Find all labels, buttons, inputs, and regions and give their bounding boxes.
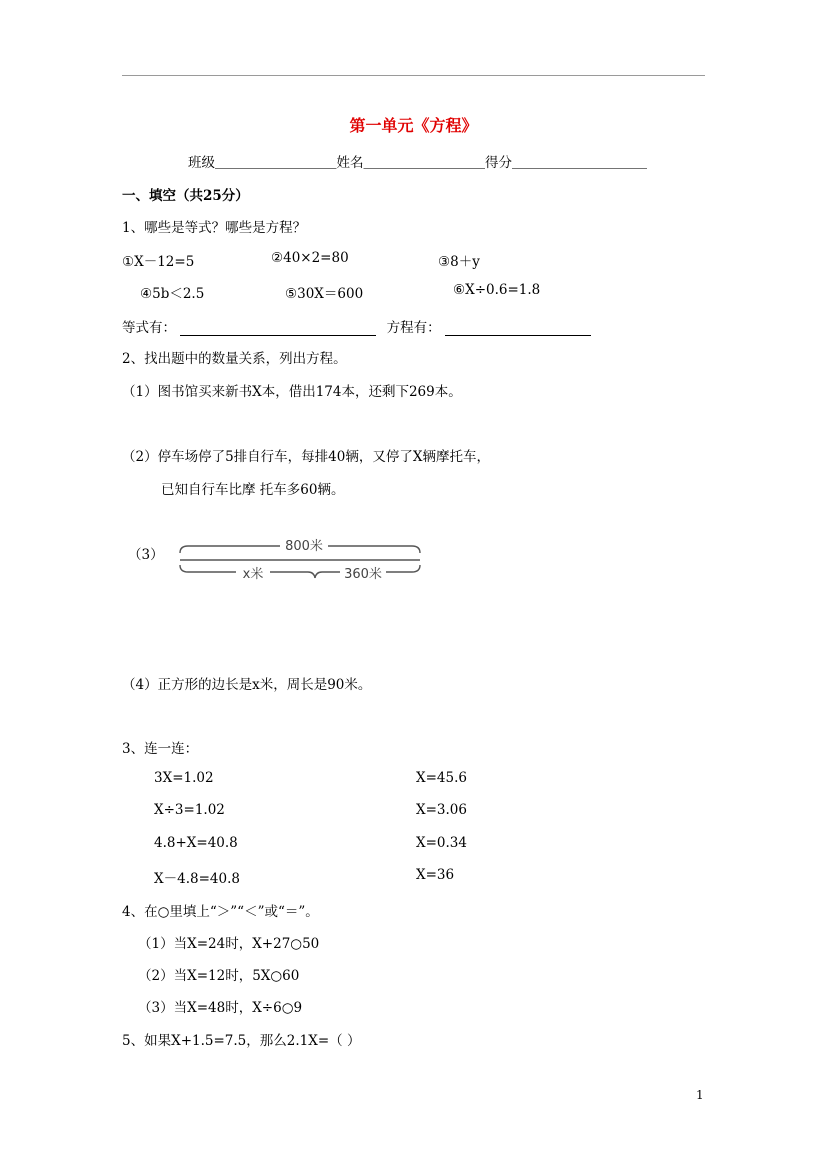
q1-item-2: ②40×2=80: [271, 250, 349, 266]
question-3: 3、连一连：: [122, 741, 199, 757]
equations-label: 等式有：: [122, 320, 176, 336]
match-right-3[interactable]: Χ=0.34: [416, 835, 467, 851]
q2-part-3-label: （3）: [128, 547, 164, 563]
question-2: 2、找出题中的数量关系，列出方程。: [122, 351, 347, 367]
q1-item-6: ⑥Χ÷0.6=1.8: [453, 282, 541, 298]
question-1: 1、哪些是等式？哪些是方程？: [122, 220, 307, 236]
q1-item-3: ③8＋y: [438, 254, 480, 270]
diagram-x-label: x米: [242, 567, 264, 582]
formulas-label: 方程有：: [386, 320, 441, 336]
section-fill-blank: 一、填空（共25分）: [122, 188, 249, 204]
match-right-2[interactable]: Χ=3.06: [416, 802, 467, 818]
match-left-2[interactable]: Χ÷3=1.02: [154, 802, 225, 818]
diagram-total-label: 800米: [285, 539, 323, 554]
student-info-line: 班级＿＿＿＿＿＿＿＿＿姓名＿＿＿＿＿＿＿＿＿得分＿＿＿＿＿＿＿＿＿＿: [188, 155, 647, 171]
q1-item-5: ⑤30Χ＝600: [285, 286, 364, 302]
q4-item-2: （2）当Χ=12时，5Χ○60: [138, 968, 300, 984]
match-right-4[interactable]: Χ=36: [416, 867, 455, 883]
match-left-1[interactable]: 3Χ=1.02: [154, 770, 214, 786]
match-left-3[interactable]: 4.8+Χ=40.8: [154, 835, 238, 851]
q1-item-1: ①Χ－12=5: [122, 254, 195, 270]
q2-part-1: （1）图书馆买来新书Χ本，借出174本，还剩下269本。: [122, 384, 462, 400]
q2-part-2-line-1: （2）停车场停了5排自行车，每排40辆，又停了Χ辆摩托车，: [122, 449, 490, 465]
q4-item-1: （1）当Χ=24时，Χ+27○50: [138, 936, 320, 952]
q2-part-2-line-2: 已知自行车比摩 托车多60辆。: [161, 482, 345, 498]
match-left-4[interactable]: Χ－4.8=40.8: [154, 871, 240, 887]
diagram-360-label: 360米: [344, 567, 382, 582]
match-right-1[interactable]: Χ=45.6: [416, 770, 467, 786]
q1-item-4: ④5b＜2.5: [140, 286, 205, 302]
question-4: 4、在○里填上“＞”“＜”或“＝”。: [122, 904, 319, 920]
page-number: 1: [696, 1088, 704, 1102]
q4-item-3: （3）当Χ=48时，Χ÷6○9: [138, 1000, 303, 1016]
page-title: 第一单元《方程》: [349, 116, 478, 135]
q2-part-4: （4）正方形的边长是x米，周长是90米。: [122, 677, 372, 693]
question-5: 5、如果Χ+1.5=7.5，那么2.1Χ=（ ）: [122, 1033, 361, 1049]
